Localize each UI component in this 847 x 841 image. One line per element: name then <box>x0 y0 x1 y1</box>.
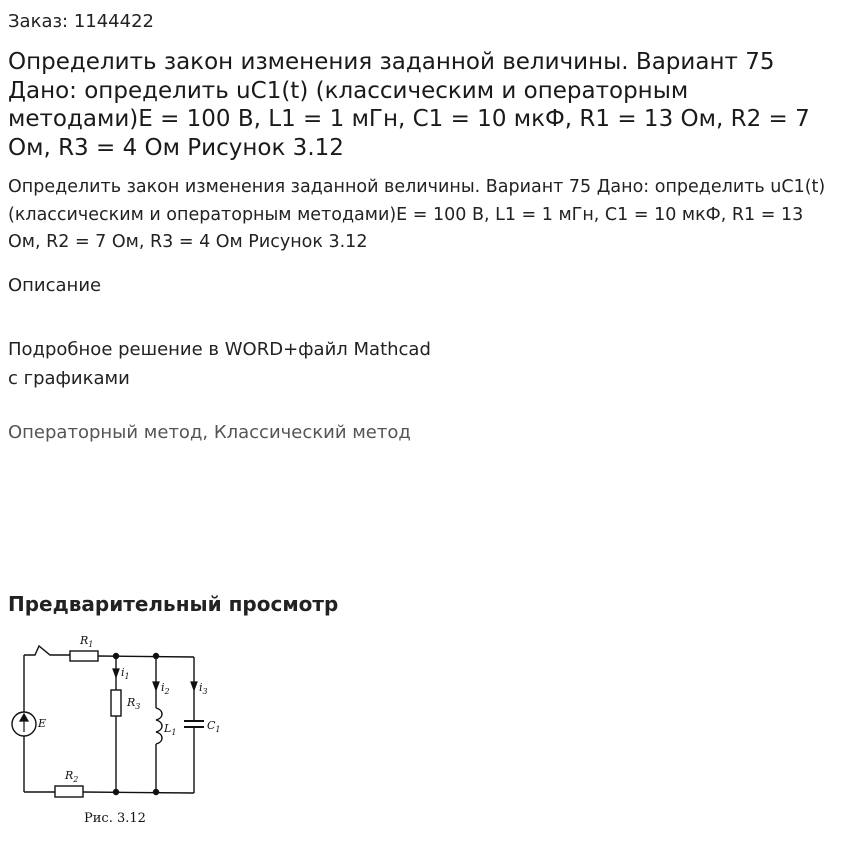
inductor-l1 <box>156 708 162 744</box>
method-tags: Операторный метод, Классический метод <box>8 422 411 443</box>
switch-wire <box>24 646 70 655</box>
node-dot <box>153 789 158 794</box>
preview-heading: Предварительный просмотр <box>8 592 339 616</box>
order-number: Заказ: 1144422 <box>8 11 154 32</box>
detail-line: Подробное решение в WORD+файл Mathcad <box>8 339 431 360</box>
current-arrow-i1 <box>113 669 119 677</box>
circuit-diagram <box>8 628 224 832</box>
description-heading: Описание <box>8 275 102 296</box>
node-dot <box>113 653 118 658</box>
resistor-r3 <box>111 690 121 716</box>
label-i2: $i_2$ <box>161 681 170 696</box>
wire-top <box>98 656 194 657</box>
current-arrow-i2 <box>153 682 159 690</box>
current-arrow-i3 <box>191 682 197 690</box>
resistor-r1 <box>70 651 98 661</box>
label-i1: $i_1$ <box>121 666 130 681</box>
label-e: E <box>38 717 47 730</box>
label-r1: $R_1$ <box>80 634 94 649</box>
task-description: Определить закон изменения заданной величины. Вариант 75 Дано: определить uC1(t) (классическим и операторным методами)E = 100 В, L1 = 1 мГн, C1 = 10 мкФ, R1 = 13 Ом, R2 = 7 Ом, R3 = 4 Ом Рисунок 3.12 <box>8 177 826 252</box>
capacitor-c1 <box>184 721 204 727</box>
resistor-r2 <box>55 786 83 797</box>
label-c1: $C_1$ <box>207 719 221 734</box>
label-i3: $i_3$ <box>199 681 208 696</box>
figure-caption: Рис. 3.12 <box>84 811 146 826</box>
wire-bottom-right <box>83 792 194 793</box>
source-arrow-head <box>20 714 28 721</box>
node-dot <box>113 789 118 794</box>
label-r2: $R_2$ <box>65 769 79 784</box>
circuit-diagram-image[interactable] <box>8 628 224 832</box>
label-l1: $L_1$ <box>164 722 177 737</box>
page-title: Определить закон изменения заданной величины. Вариант 75 Дано: определить uC1(t) (классическим и операторным методами)E = 100 В, L1 = 1 мГн, C1 = 10 мкФ, R1 = 13 Ом, R2 = 7 Ом, R3 = 4 Ом Рисунок 3.12 <box>8 49 810 161</box>
node-dot <box>153 653 158 658</box>
label-r3: $R_3$ <box>127 696 141 711</box>
description-detail <box>8 335 478 393</box>
detail-line: с графиками <box>8 368 130 389</box>
